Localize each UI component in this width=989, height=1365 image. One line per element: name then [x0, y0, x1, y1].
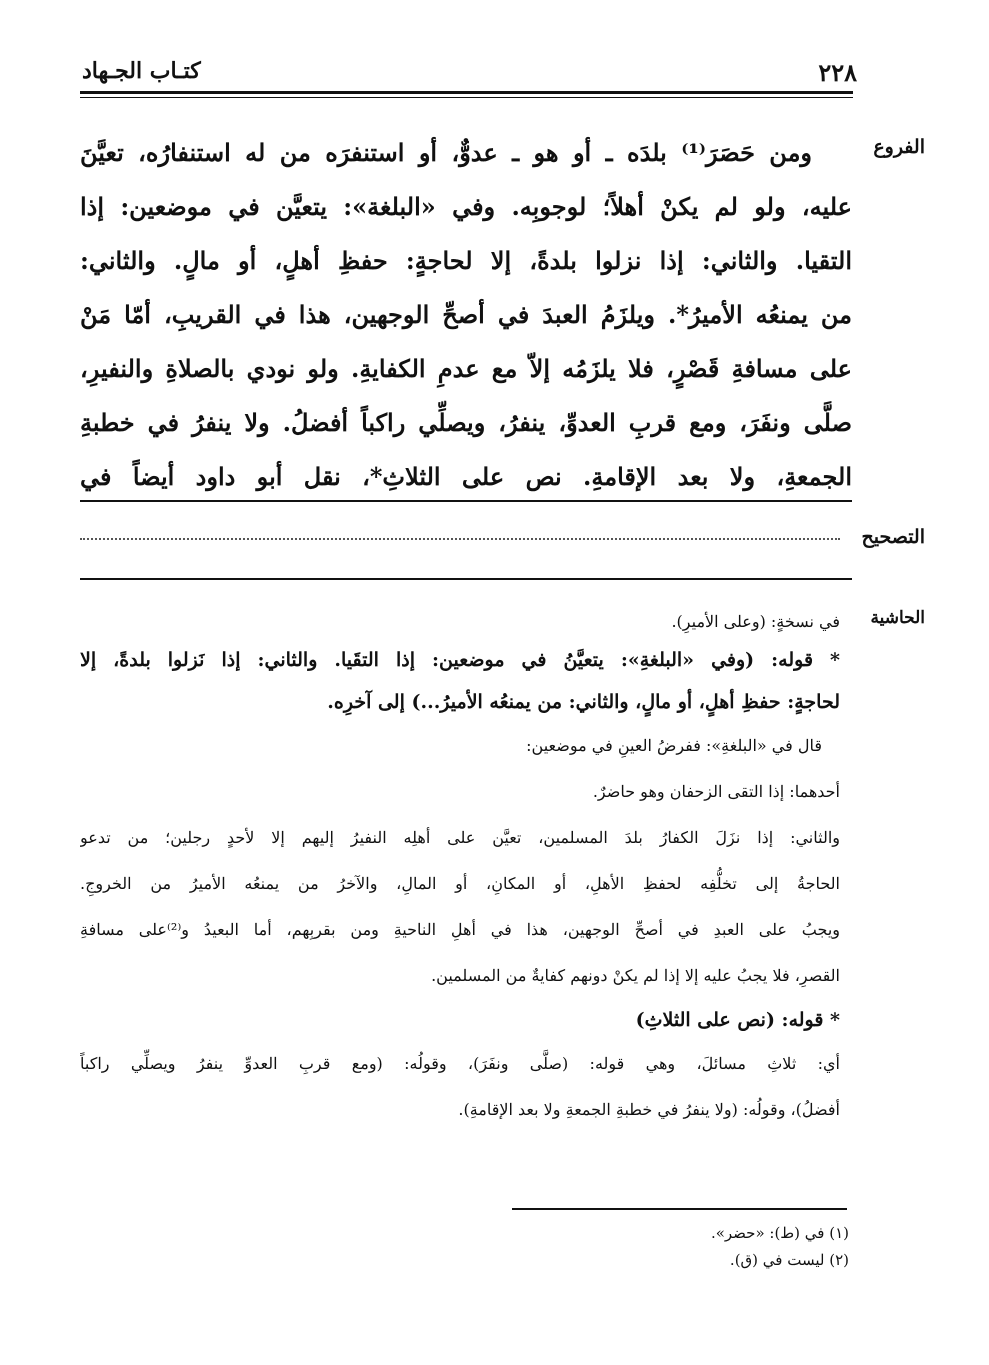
hashiya-paragraph: القصرِ، فلا يجبُ عليه إلا إذا لم يكنْ دونهم كفايةٌ من المسلمين. [431, 966, 840, 985]
main-text-line: ومن حَصَرَ⁽¹⁾ بلدَه ـ أو هو ـ عدوٌّ، أو استنفرَه من له استنفارُه، تعيَّنَ [80, 138, 813, 167]
hashiya-paragraph: أحدهما: إذا التقى الزحفان وهو حاضرٌ. [592, 782, 840, 801]
footnote-item: (٢) ليست في (ق). [729, 1251, 849, 1269]
hashiya-block [80, 605, 840, 1133]
section-divider [80, 500, 852, 502]
tashih-dotted-line [80, 530, 840, 540]
footnotes [349, 1220, 849, 1274]
section-divider [80, 578, 852, 580]
hashiya-paragraph: ويجبُ على العبدِ في أصحِّ الوجهين، هذا في أهلِ الناحيةِ ومن بقربِهم، أما البعيدُ و⁽²⁾على مسافةِ [80, 920, 840, 939]
main-text-line: على مسافةِ قَصْرٍ، فلا يلزَمُه إلاّ مع عدمِ الكفايةِ. ولو نودي بالصلاةِ والنفيرِ، [80, 354, 852, 383]
label-tashih: التصحيح [861, 526, 925, 548]
main-text-line: عليه، ولو لم يكنْ أهلاً؛ لوجوبِه. وفي «البلغة»: يتعيَّن في موضعين: إذا [80, 192, 852, 221]
hashiya-paragraph: الحاجةُ إلى تخلُّفِه لحفظِ الأهلِ، أو المكانِ، أو المالِ، والآخرُ من يمنعُه الأميرُ من الخروجِ. [80, 874, 840, 893]
page-number: ٢٢٨ [818, 58, 857, 87]
footnote-rule [512, 1208, 847, 1210]
header-rule-thick [80, 91, 853, 94]
label-furu: الفروع [873, 136, 925, 158]
running-title: كتـاب الجـهاد [82, 58, 201, 84]
header-rule-thin [80, 97, 853, 98]
hashiya-quote: * قوله: (وفي «البلغةِ»: يتعيَّنُ في موضعين: إذا التقَيا. والثاني: إذا نَزلوا بلدةً، إلا [80, 649, 840, 671]
hashiya-quote: * قوله: (نص على الثلاثِ) [635, 1009, 840, 1031]
main-text-line: الجمعةِ، ولا بعد الإقامةِ. نص على الثلاثِ*، نقل أبو داود أيضاً في [80, 462, 852, 491]
hashiya-note: في نسخةٍ: (وعلى الأميرِ). [671, 612, 840, 631]
footnote-item: (١) في (ط): «حضر». [710, 1224, 849, 1242]
main-text-line: من يمنعُه الأميرُ*. ويلزَمُ العبدَ في أصحِّ الوجهين، هذا في القريبِ، أمّا مَنْ [80, 300, 852, 329]
hashiya-quote: لحاجةٍ: حفظِ أهلٍ، أو مالٍ، والثاني: من يمنعُه الأميرُ...) إلى آخرِه. [327, 691, 840, 713]
label-hashiya: الحاشية [870, 608, 925, 628]
main-text-line: صلَّى ونفَرَ، ومع قربِ العدوِّ، ينفرُ، ويصلِّي راكباً أفضلُ. ولا ينفرُ في خطبةِ [80, 408, 852, 437]
hashiya-paragraph: قال في «البلغةِ»: ففرضُ العينِ في موضعين: [526, 736, 822, 755]
hashiya-paragraph: والثاني: إذا نزَلَ الكفارُ بلدَ المسلمين، تعيَّن على أهلِه النفيرُ إليهم إلا لأحدٍ رجلين؛ من تدعو [80, 828, 840, 847]
main-text-block [80, 126, 852, 504]
hashiya-paragraph: أفضلُ)، وقولُه: (ولا ينفرُ في خطبةِ الجمعةِ ولا بعد الإقامةِ). [458, 1100, 840, 1119]
hashiya-paragraph: أي: ثلاثِ مسائلَ، وهي قوله: (صلَّى ونفَرَ)، وقولُه: (ومع قربِ العدوِّ ينفرُ ويصلِّي راكباً [80, 1054, 840, 1073]
main-text-line: التقيا. والثاني: إذا نزلوا بلدةً، إلا لحاجةٍ: حفظِ أهلٍ، أو مالٍ. والثاني: [80, 246, 852, 275]
